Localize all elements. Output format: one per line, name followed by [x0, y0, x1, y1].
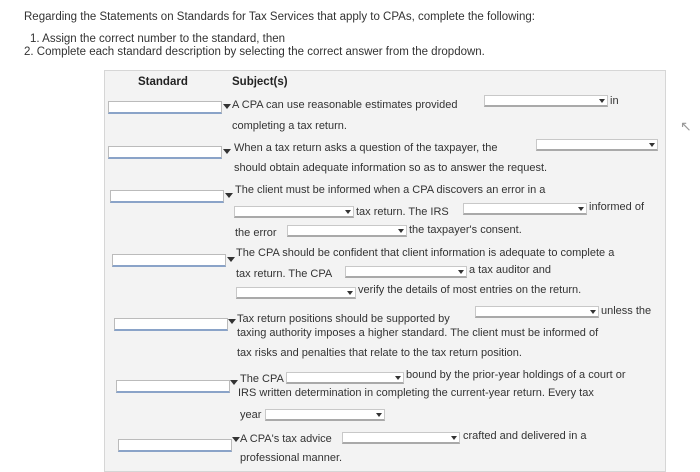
row6-dropdown-2[interactable]: [265, 409, 385, 421]
chevron-down-icon[interactable]: [228, 319, 236, 324]
chevron-down-icon[interactable]: [227, 257, 235, 262]
row5-dropdown-1[interactable]: [475, 306, 599, 318]
standard-number-select-6[interactable]: [116, 380, 230, 393]
row3-text-e: the taxpayer's consent.: [409, 224, 522, 236]
instructions-step-1: 1. Assign the correct number to the standard, then: [30, 33, 286, 45]
row3-text-d: the error: [235, 227, 277, 239]
chevron-down-icon[interactable]: [230, 380, 238, 385]
row6-text-b: bound by the prior-year holdings of a court or: [406, 369, 626, 381]
standard-number-select-3[interactable]: [110, 190, 224, 203]
mouse-cursor-icon: ↖: [680, 118, 692, 134]
row4-dropdown-1[interactable]: [345, 266, 467, 278]
row4-text-b: tax return. The CPA: [236, 268, 333, 280]
row1-text-a: A CPA can use reasonable estimates provided: [232, 99, 458, 111]
row1-text-b: in: [610, 95, 619, 107]
column-header-standard: Standard: [138, 76, 188, 88]
standard-number-select-1[interactable]: [108, 101, 222, 114]
row5-text-b: Tax return positions should be supported by: [237, 313, 450, 325]
row6-text-c: IRS written determination in completing the current-year return. Every tax: [238, 387, 594, 399]
row4-dropdown-2[interactable]: [236, 287, 356, 299]
row3-text-b: tax return. The IRS: [356, 206, 449, 218]
chevron-down-icon[interactable]: [223, 104, 231, 109]
chevron-down-icon[interactable]: [223, 149, 231, 154]
row7-dropdown-1[interactable]: [342, 432, 460, 444]
chevron-down-icon[interactable]: [225, 193, 233, 198]
row6-text-d: year: [240, 409, 262, 421]
row7-text-b: crafted and delivered in a: [463, 430, 587, 442]
row5-text-c: taxing authority imposes a higher standard. The client must be informed of: [237, 327, 599, 339]
row2-text-b: should obtain adequate information so as to answer the request.: [234, 162, 548, 174]
row5-text-a: unless the: [601, 305, 652, 317]
column-header-subject: Subject(s): [232, 76, 288, 88]
row3-text-a: The client must be informed when a CPA discovers an error in a: [235, 184, 546, 196]
standard-number-select-5[interactable]: [114, 318, 228, 331]
row3-text-c: informed of: [589, 201, 645, 213]
standard-number-select-2[interactable]: [108, 146, 222, 159]
instructions-title: Regarding the Statements on Standards for Tax Services that apply to CPAs, complete the following:: [24, 11, 535, 23]
standard-number-select-7[interactable]: [118, 439, 232, 452]
row2-dropdown-1[interactable]: [536, 139, 658, 151]
row6-dropdown-1[interactable]: [286, 372, 404, 384]
row3-dropdown-2[interactable]: [463, 203, 587, 215]
standard-number-select-4[interactable]: [112, 254, 226, 267]
row3-dropdown-3[interactable]: [287, 225, 407, 237]
row3-dropdown-1[interactable]: [234, 206, 354, 218]
row7-text-a: A CPA's tax advice: [240, 433, 332, 445]
row7-text-c: professional manner.: [240, 452, 343, 464]
row4-text-d: verify the details of most entries on the return.: [358, 284, 582, 296]
row4-text-a: The CPA should be confident that client information is adequate to complete a: [236, 247, 615, 259]
row2-text-a: When a tax return asks a question of the taxpayer, the: [234, 142, 498, 154]
chevron-down-icon[interactable]: [232, 437, 240, 442]
row4-text-c: a tax auditor and: [469, 264, 551, 276]
row6-text-a: The CPA: [240, 373, 284, 385]
instructions-step-2: 2. Complete each standard description by selecting the correct answer from the dropdown.: [24, 46, 485, 58]
row1-text-c: completing a tax return.: [232, 120, 347, 132]
row5-text-d: tax risks and penalties that relate to the tax return position.: [237, 347, 522, 359]
row1-dropdown-1[interactable]: [484, 95, 608, 107]
